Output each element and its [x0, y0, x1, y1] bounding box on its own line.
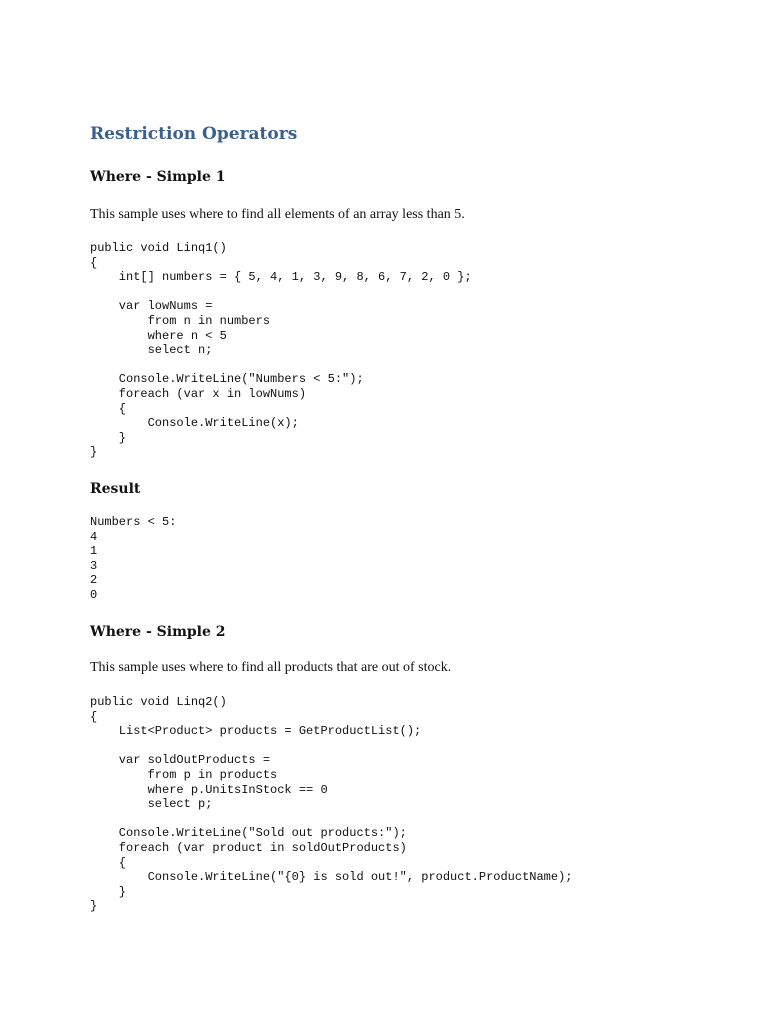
code-line: { — [90, 855, 127, 870]
code-line: public void Linq2() — [90, 695, 227, 709]
code-line: { — [90, 401, 127, 416]
result-output-block — [90, 515, 176, 603]
code-line: select n; — [90, 343, 213, 358]
code-line: List<Product> products = GetProductList(); — [90, 724, 422, 739]
code-line: Console.WriteLine(x); — [90, 416, 299, 431]
code-line: } — [90, 445, 98, 460]
code-line: foreach (var product in soldOutProducts) — [90, 840, 407, 855]
code-line: var lowNums = — [90, 299, 213, 314]
code-line: { — [90, 255, 98, 270]
code-line: from n in numbers — [90, 313, 271, 328]
code-line — [90, 358, 472, 373]
code-line: } — [90, 884, 127, 899]
section-description-2: This sample uses where to find all products that are out of stock. — [90, 660, 452, 675]
code-line: } — [90, 430, 127, 445]
section-heading-where-simple-1: Where - Simple 1 — [90, 169, 226, 185]
code-line: Numbers < 5: — [90, 515, 177, 529]
section-description-1: This sample uses where to find all elements of an array less than 5. — [90, 207, 465, 222]
section-heading-where-simple-2: Where - Simple 2 — [90, 624, 226, 640]
code-line: 4 — [90, 529, 98, 544]
code-block-linq2 — [90, 695, 572, 914]
code-line: public void Linq1() — [90, 241, 227, 255]
code-line — [90, 812, 572, 827]
page-title: Restriction Operators — [90, 124, 298, 144]
result-heading: Result — [90, 481, 141, 497]
code-line: where n < 5 — [90, 328, 227, 343]
code-line: { — [90, 709, 98, 724]
code-line: Console.WriteLine("{0} is sold out!", product.ProductName); — [90, 870, 573, 885]
code-line: foreach (var x in lowNums) — [90, 386, 307, 401]
code-line: } — [90, 899, 98, 914]
code-line: Console.WriteLine("Numbers < 5:"); — [90, 372, 364, 387]
code-block-linq1 — [90, 241, 472, 460]
code-line: 2 — [90, 573, 98, 588]
code-line — [90, 739, 572, 754]
code-line: 1 — [90, 544, 98, 559]
code-line: select p; — [90, 797, 213, 812]
code-line: from p in products — [90, 767, 278, 782]
code-line: where p.UnitsInStock == 0 — [90, 782, 328, 797]
code-line: int[] numbers = { 5, 4, 1, 3, 9, 8, 6, 7, 2, 0 }; — [90, 270, 472, 285]
code-line — [90, 285, 472, 300]
code-line: 0 — [90, 587, 98, 602]
code-line: var soldOutProducts = — [90, 753, 271, 768]
code-line: Console.WriteLine("Sold out products:"); — [90, 826, 407, 841]
code-line: 3 — [90, 558, 98, 573]
